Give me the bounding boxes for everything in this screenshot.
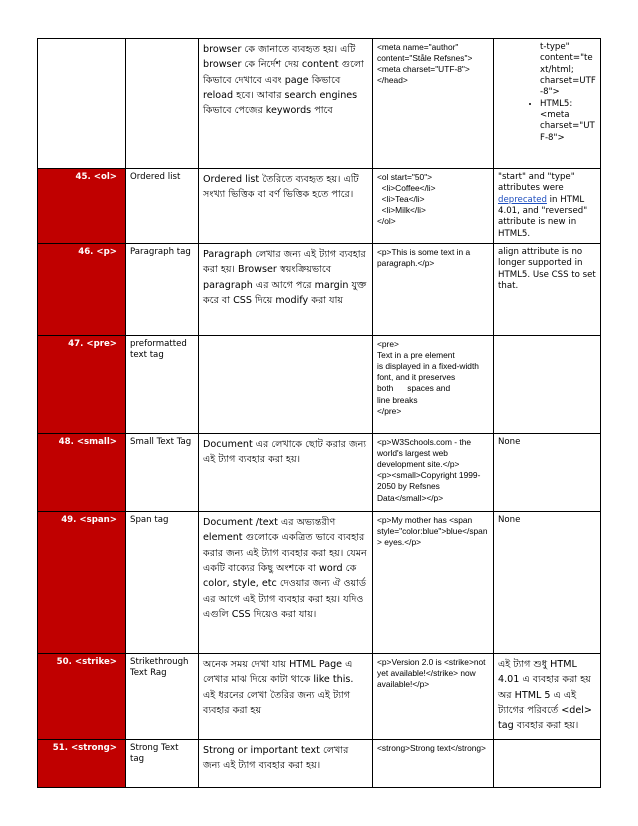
tag-cell [38,39,126,169]
html-tags-table [37,38,601,788]
name-cell: Span tag [126,512,199,654]
notes-cell: align attribute is no longer supported in HTML5. Use CSS to set that. [494,244,601,336]
notes-text: "start" and "type" attributes were [498,172,575,194]
description-cell: browser কে জানাতে ব্যবহৃত হয়। এটি browser কে নির্দেশ দেয় content গুলো কিভাবে দেখাবে এবং page কিভাবে reload হবে। আবার search engines কিভাবে পেজের keywords পাবে [199,39,373,169]
table-body [38,39,601,788]
example-cell: <p>This is some text in a paragraph.</p> [373,244,494,336]
tag-cell: 47. <pre> [38,336,126,434]
name-cell: Small Text Tag [126,434,199,512]
table-row [38,512,601,654]
example-cell: <meta name="author" content="Ståle Refsnes"> <meta charset="UTF-8"> </head> [373,39,494,169]
list-item: t-type" content="text/html; charset=UTF-8"> [540,42,596,98]
description-cell [199,336,373,434]
tag-cell: 49. <span> [38,512,126,654]
description-cell: Strong or important text লেখার জন্য এই ট্যাগ ব্যবহার করা হয়। [199,740,373,788]
example-cell: <pre> Text in a pre element is displayed in a fixed-width font, and it preserves both spaces and line breaks </pre> [373,336,494,434]
notes-list [498,42,596,144]
name-cell: Strikethrough Text Rag [126,654,199,740]
example-cell: <ol start="50"> <li>Coffee</li> <li>Tea</li> <li>Milk</li> </ol> [373,169,494,244]
name-cell: preformatted text tag [126,336,199,434]
notes-cell [494,39,601,169]
description-cell: Document /text এর অভ্যন্তরীণ element গুলোকে একত্রিত ভাবে ব্যবহার করার জন্য এই ট্যাগ ব্যবহার করা হয়। যেমন একটি বাক্যের কিছু অংশকে বা word কে color, style, etc দেওয়ার জন্য ঐ ওয়ার্ড এর আগে এই ট্যাগ ব্যবহার করা হয়। যদিও এগুলি CSS দিয়েও করা যায়। [199,512,373,654]
notes-cell [494,336,601,434]
example-cell: <p>My mother has <span style="color:blue">blue</span> eyes.</p> [373,512,494,654]
list-item: • HTML5: <meta charset="UTF-8"> [540,99,596,144]
notes-cell [494,740,601,788]
table-row [38,39,601,169]
example-cell: <p>Version 2.0 is <strike>not yet available!</strike> now available!</p> [373,654,494,740]
description-cell: Ordered list তৈরিতে ব্যবহৃত হয়। এটি সংখ্যা ভিত্তিক বা বর্ণ ভিত্তিক হতে পারে। [199,169,373,244]
example-cell: <strong>Strong text</strong> [373,740,494,788]
table-row [38,654,601,740]
notes-cell [494,169,601,244]
notes-text: in HTML 4.01, and "reversed" attribute is new in HTML5. [498,194,588,239]
name-cell: Strong Text tag [126,740,199,788]
description-cell: অনেক সময় দেখা যায় HTML Page এ লেখার মাঝ দিয়ে কাটা থাকে like this. এই ধরনের লেখা তৈরির জন্য এই ট্যাগ ব্যবহার করা হয় [199,654,373,740]
table-row [38,169,601,244]
notes-cell: None [494,434,601,512]
tag-cell: 51. <strong> [38,740,126,788]
tag-cell: 50. <strike> [38,654,126,740]
table-row [38,434,601,512]
deprecated-link[interactable]: deprecated [498,194,547,205]
table-row [38,336,601,434]
tag-cell: 46. <p> [38,244,126,336]
name-cell [126,39,199,169]
notes-cell: এই ট্যাগ শুধু HTML 4.01 এ ব্যবহার করা হয় অর HTML 5 এ এই ট্যাগের পরিবর্তে <del> tag ব্যবহার করা হয়। [494,654,601,740]
table-row [38,740,601,788]
example-cell: <p>W3Schools.com - the world's largest web development site.</p> <p><small>Copyright 1999-2050 by Refsnes Data</small></p> [373,434,494,512]
name-cell: Paragraph tag [126,244,199,336]
tag-cell: 45. <ol> [38,169,126,244]
notes-cell: None [494,512,601,654]
table-row [38,244,601,336]
tag-cell: 48. <small> [38,434,126,512]
description-cell: Paragraph লেখার জন্য এই ট্যাগ ব্যবহার করা হয়। Browser স্বয়ংক্রিয়ভাবে paragraph এর আগে পরে margin যুক্ত করে বা CSS দিয়ে modify করা যায় [199,244,373,336]
description-cell: Document এর লেখাকে ছোট করার জন্য এই ট্যাগ ব্যবহার করা হয়। [199,434,373,512]
name-cell: Ordered list [126,169,199,244]
